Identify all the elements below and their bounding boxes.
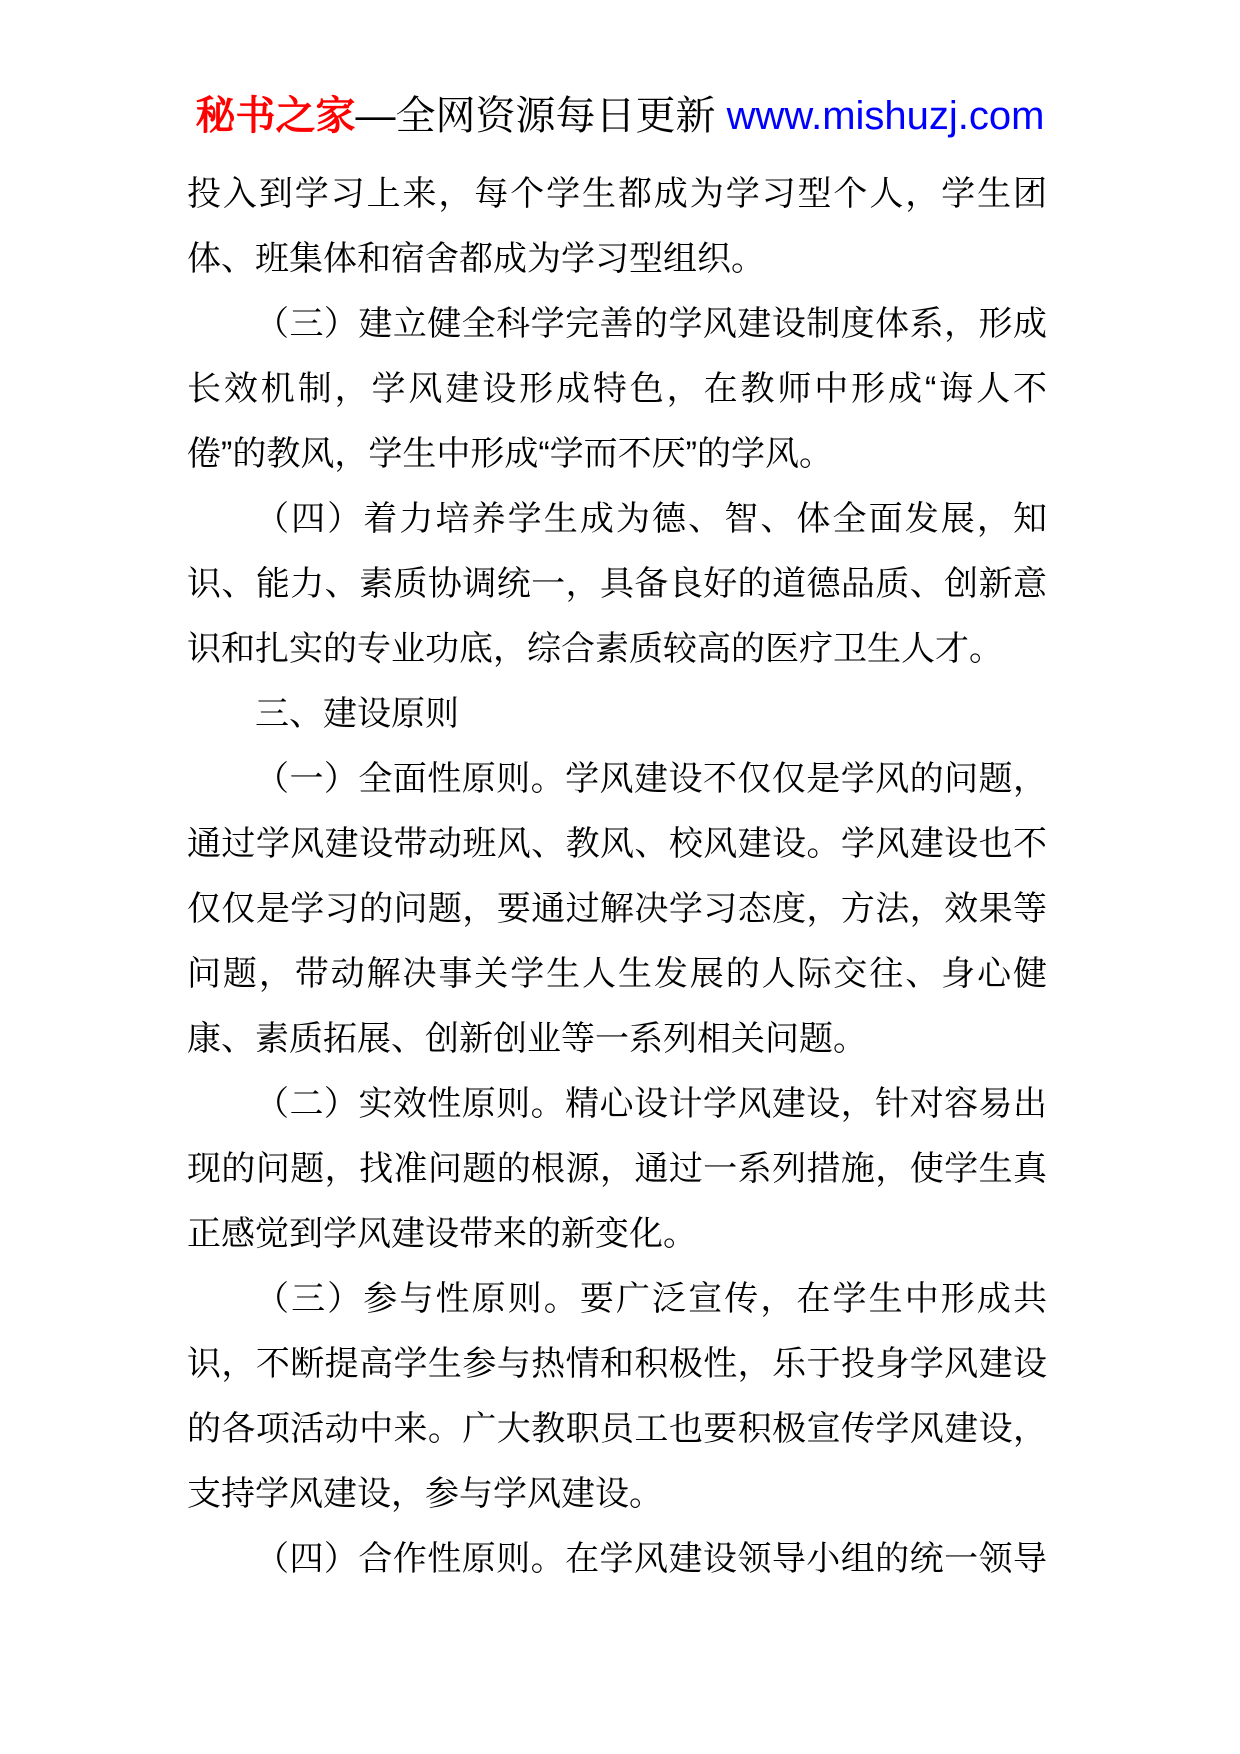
paragraph-goal-4: （四）着力培养学生成为德、智、体全面发展，知识、能力、素质协调统一，具备良好的道德品质、创新意识和扎实的专业功底，综合素质较高的医疗卫生人才。: [187, 500, 1047, 668]
paragraph-principle-1: （一）全面性原则。学风建设不仅仅是学风的问题，通过学风建设带动班风、教风、校风建设。学风建设也不仅仅是学习的问题，要通过解决学习态度，方法，效果等问题，带动解决事关学生人生发展的人际交往、身心健康、素质拓展、创新创业等一系列相关问题。: [187, 760, 1047, 1058]
paragraph-goal-3: （三）建立健全科学完善的学风建设制度体系，形成长效机制，学风建设形成特色，在教师中形成“诲人不倦”的教风，学生中形成“学而不厌”的学风。: [187, 305, 1047, 473]
document-body: [187, 162, 1047, 1592]
section-heading-principles: 三、建设原则: [255, 695, 459, 733]
brand-name: 秘书之家: [195, 94, 356, 138]
paragraph-principle-2: （二）实效性原则。精心设计学风建设，针对容易出现的问题，找准问题的根源，通过一系列措施，使学生真正感觉到学风建设带来的新变化。: [187, 1085, 1047, 1253]
paragraph-principle-3: （三）参与性原则。要广泛宣传，在学生中形成共识，不断提高学生参与热情和积极性，乐于投身学风建设的各项活动中来。广大教职员工也要积极宣传学风建设，支持学风建设，参与学风建设。: [187, 1280, 1047, 1513]
paragraph-continuation: 投入到学习上来，每个学生都成为学习型个人，学生团体、班集体和宿舍都成为学习型组织。: [187, 175, 1047, 278]
header-tagline: —全网资源每日更新: [355, 94, 727, 138]
site-url-link[interactable]: www.mishuzj.com: [726, 94, 1045, 138]
page-header: [0, 0, 1240, 140]
paragraph-principle-4: （四）合作性原则。在学风建设领导小组的统一领导: [255, 1540, 1047, 1578]
